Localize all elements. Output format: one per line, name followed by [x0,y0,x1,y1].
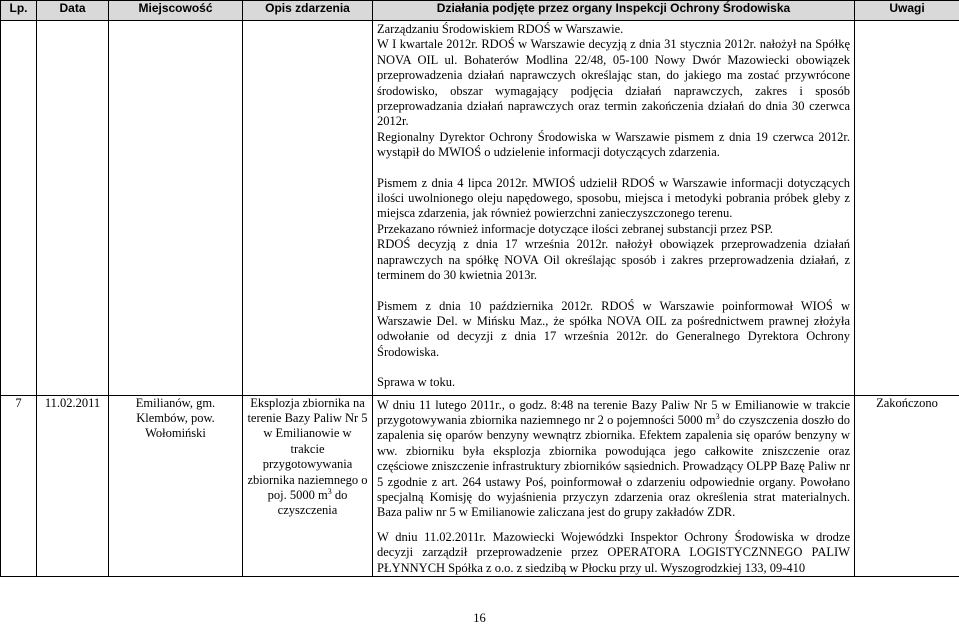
cell-data: 11.02.2011 [37,395,109,576]
cell-opis [243,395,373,576]
table-header-row [1,1,959,21]
paragraph: Pismem z dnia 10 października 2012r. RDOŚ w Warszawie poinformował WIOŚ w Warszawie Del. w Mińsku Maz., że spółka NOVA OIL za pośrednictwem prawnej złożyła odwołanie od decyzji z dnia 17 września 2012r. do Generalnego Dyrektora Ochrony Środowiska. [377,299,850,361]
cell-miejscowosc-empty [109,21,243,396]
cell-lp-empty [1,21,37,396]
paragraph: Przekazano również informacje dotyczące ilości zebranej substancji przez PSP. [377,222,850,237]
header-opis: Opis zdarzenia [243,1,373,21]
paragraph: Regionalny Dyrektor Ochrony Środowiska w Warszawie pismem z dnia 19 czerwca 2012r. wystąpił do MWIOŚ o udzielenie informacji dotyczących zdarzenia. [377,130,850,161]
superscript: 3 [328,487,332,496]
paragraph-text: W dniu 11 lutego 2011r., o godz. 8:48 na terenie Bazy Paliw Nr 5 w Emilianowie w trakcie przygotowywania zbiornika naziemnego nr 2 o pojemności 5000 m [377,398,850,427]
header-miejscowosc: Miejscowość [109,1,243,21]
header-data: Data [37,1,109,21]
cell-data-empty [37,21,109,396]
header-lp: Lp. [1,1,37,21]
spacer [377,360,850,375]
header-uwagi: Uwagi [855,1,959,21]
paragraph: RDOŚ decyzją z dnia 17 września 2012r. nałożył obowiązek przeprowadzenia działań naprawczych na spółkę NOVA Oil określając sposób i zakres przeprowadzenia działań, z terminem do 30 kwietnia 2013r. [377,237,850,283]
cell-uwagi: Zakończono [855,395,959,576]
paragraph: Sprawa w toku. [377,375,850,390]
cell-uwagi-empty [855,21,959,396]
table-row-7 [1,395,959,576]
cell-lp: 7 [1,395,37,576]
cell-dzialania [373,395,855,576]
opis-text: Eksplozja zbiornika na terenie Bazy Paliw Nr 5 w Emilianowie w trakcie przygotowywania zbiornika naziemnego o poj. 5000 m [247,396,367,502]
paragraph: W I kwartale 2012r. RDOŚ w Warszawie decyzją z dnia 31 stycznia 2012r. nałożył na Spółkę NOVA OIL ul. Bohaterów Modlina 22/48, 05-100 Nowy Dwór Mazowiecki obowiązek przeprowadzenia działań naprawczych określając stan, do jakiego ma zostać przywrócone środowisko, obszar wymagający podjęcia działań naprawczych, zakres i sposób przeprowadzania działań naprawczych oraz termin zakończenia działań do dnia 30 czerwca 2012r. [377,37,850,129]
superscript: 3 [716,412,720,421]
opis-tail: do czyszczenia [278,488,348,517]
paragraph [377,398,850,521]
spacer [377,521,850,530]
spacer [377,161,850,176]
paragraph-text: do czyszczenia doszło do zapalenia się oparów benzyny wewnątrz zbiornika. Efektem zapalenia się oparów benzyny w ww. zbiorniku była eksplozja zbiornika powodująca jego całkowite zniszczenie oraz częściowe zniszczenie infrastruktury zbiorników sąsiednich. Prowadzący OLPP Bazę Paliw nr 5 zgodnie z art. 264 ustawy Poś, poinformował o zdarzeniu odpowiednie organy. Powołano specjalną Komisję do wyjaśnienia przyczyn zdarzenia oraz określenia strat materialnych. Baza paliw nr 5 w Emilianowie zaliczana jest do grupy zakładów ZDR. [377,413,850,519]
spacer [377,284,850,299]
paragraph: Zarządzaniu Środowiskiem RDOŚ w Warszawie. [377,22,850,37]
header-dzialania: Działania podjęte przez organy Inspekcji Ochrony Środowiska [373,1,855,21]
cell-opis-empty [243,21,373,396]
cell-miejscowosc: Emilianów, gm. Klembów, pow. Wołomiński [109,395,243,576]
paragraph: Pismem z dnia 4 lipca 2012r. MWIOŚ udzielił RDOŚ w Warszawie informacji dotyczących ilości uwolnionego oleju napędowego, sposobu, miejsca i metodyki pobrania próbek gleby z miejsca zdarzenia, jak również powierzchni zanieczyszczonego terenu. [377,176,850,222]
page-number: 16 [0,611,959,626]
table-row-continued [1,21,959,396]
cell-dzialania-continued [373,21,855,396]
paragraph: W dniu 11.02.2011r. Mazowiecki Wojewódzki Inspektor Ochrony Środowiska w drodze decyzji zarządził przeprowadzenie przez OPERATORA LOGISTYCZNNEGO PALIW PŁYNNYCH Spółka z o.o. z siedzibą w Płocku przy ul. Wyszogrodzkiej 133, 09-410 [377,530,850,576]
